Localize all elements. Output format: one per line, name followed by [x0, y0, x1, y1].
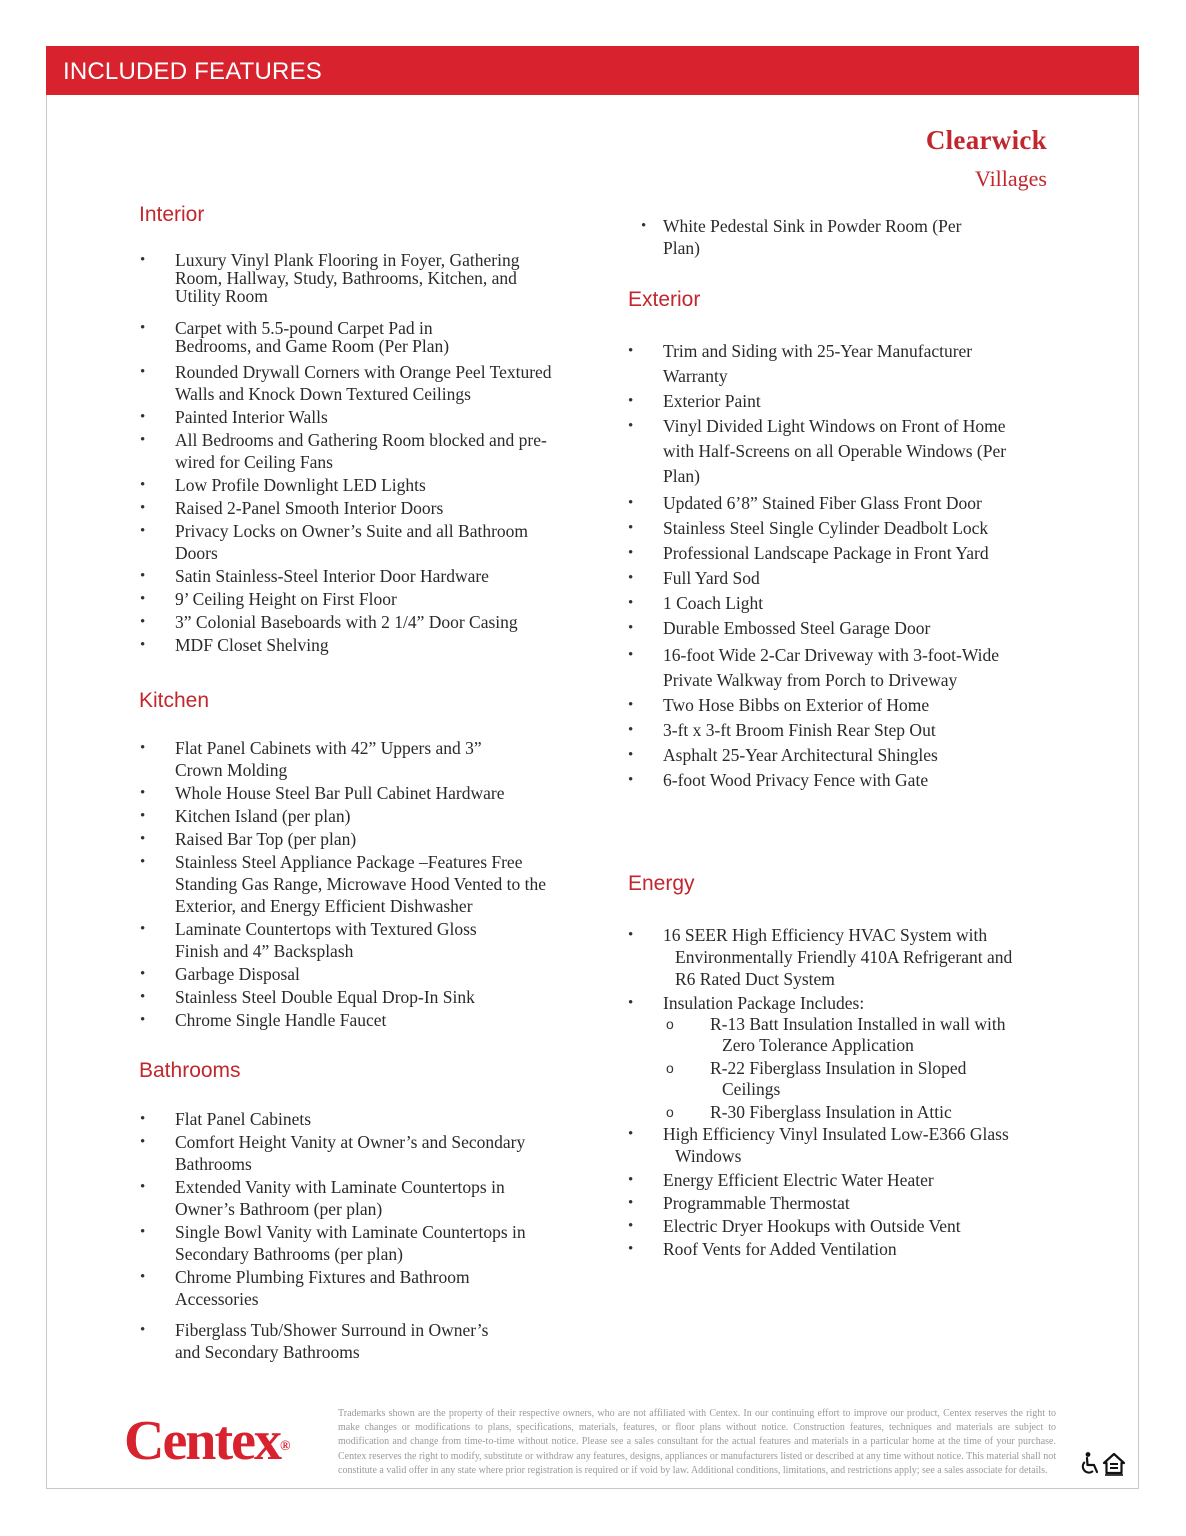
list-item: • Energy Efficient Electric Water Heater — [628, 1169, 1048, 1191]
list-item: • Garbage Disposal — [140, 963, 555, 985]
list-item: • White Pedestal Sink in Powder Room (Per Plan) — [641, 215, 993, 259]
list-item: • MDF Closet Shelving — [140, 634, 555, 656]
list-item: • Asphalt 25-Year Architectural Shingles — [628, 743, 1038, 768]
page-title: INCLUDED FEATURES — [63, 58, 322, 85]
powder-room-list — [641, 215, 1021, 259]
list-item: • Chrome Single Handle Faucet — [140, 1009, 555, 1031]
list-item: • 9’ Ceiling Height on First Floor — [140, 588, 555, 610]
exterior-list — [628, 339, 1038, 793]
list-item: • High Efficiency Vinyl Insulated Low-E366 Glass Windows — [628, 1123, 1028, 1167]
list-item: • Kitchen Island (per plan) — [140, 805, 555, 827]
list-item: • Electric Dryer Hookups with Outside Vent — [628, 1215, 1048, 1237]
interior-list — [140, 251, 555, 656]
list-item: • Flat Panel Cabinets — [140, 1108, 555, 1130]
list-item: • Stainless Steel Single Cylinder Deadbolt Lock — [628, 516, 1038, 541]
list-item: • Flat Panel Cabinets with 42” Uppers and 3” Crown Molding — [140, 737, 525, 781]
insulation-sublist — [628, 1014, 1028, 1123]
section-title-interior: Interior — [139, 203, 205, 226]
list-item: • Roof Vents for Added Ventilation — [628, 1238, 1048, 1260]
list-item: • 16 SEER High Efficiency HVAC System with Environmentally Friendly 410A Refrigerant and R6 Rated Duct System — [628, 924, 1023, 990]
list-item: • Raised Bar Top (per plan) — [140, 828, 555, 850]
list-item: • Two Hose Bibbs on Exterior of Home — [628, 693, 1038, 718]
section-title-kitchen: Kitchen — [139, 689, 210, 712]
list-item: • Comfort Height Vanity at Owner’s and Secondary Bathrooms — [140, 1131, 555, 1175]
community-name: Clearwick — [925, 125, 1047, 155]
list-item: • Privacy Locks on Owner’s Suite and all Bathroom Doors — [140, 520, 555, 564]
list-item: • 1 Coach Light — [628, 591, 1038, 616]
community-subtitle: Villages — [975, 166, 1047, 191]
list-item: • 3-ft x 3-ft Broom Finish Rear Step Out — [628, 718, 1038, 743]
bathrooms-list — [140, 1108, 555, 1363]
section-title-bathrooms: Bathrooms — [139, 1059, 241, 1082]
list-item: • Single Bowl Vanity with Laminate Countertops in Secondary Bathrooms (per plan) — [140, 1221, 555, 1265]
list-item: • Chrome Plumbing Fixtures and Bathroom Accessories — [140, 1266, 515, 1310]
list-item: • Stainless Steel Appliance Package –Features Free Standing Gas Range, Microwave Hood Vented to the Exterior, and Energy Efficient Dishwasher — [140, 851, 555, 917]
energy-list — [628, 924, 1048, 1260]
list-item: • Durable Embossed Steel Garage Door — [628, 616, 1038, 641]
list-item: • Fiberglass Tub/Shower Surround in Owner’s and Secondary Bathrooms — [140, 1319, 515, 1363]
sub-list-item: o R-30 Fiberglass Insulation in Attic — [628, 1102, 1028, 1123]
list-item: • Painted Interior Walls — [140, 406, 555, 428]
list-item: • Programmable Thermostat — [628, 1192, 1048, 1214]
list-item: • Vinyl Divided Light Windows on Front of Home with Half-Screens on all Operable Windows (Per Plan) — [628, 414, 1038, 489]
header-banner — [46, 46, 1139, 95]
list-item: • 3” Colonial Baseboards with 2 1/4” Door Casing — [140, 611, 555, 633]
list-item: • Carpet with 5.5-pound Carpet Pad in Bedrooms, and Game Room (Per Plan) — [140, 319, 475, 355]
accessibility-equal-housing-icons — [1079, 1451, 1127, 1482]
sub-list-item: o R-22 Fiberglass Insulation in Sloped Ceilings — [628, 1058, 992, 1100]
list-item: • Exterior Paint — [628, 389, 1038, 414]
list-item: • Low Profile Downlight LED Lights — [140, 474, 555, 496]
list-item: • Trim and Siding with 25-Year Manufacturer Warranty — [628, 339, 1023, 389]
list-item: • Insulation Package Includes: o R-13 Batt Insulation Installed in wall with Zero Tolerance Application o R-22 Fiberglass Insulation in Sloped Ceilings o R-30 Fiberglass Insulation in Attic — [628, 992, 1048, 1123]
list-item: • Satin Stainless-Steel Interior Door Hardware — [140, 565, 555, 587]
list-item: • Professional Landscape Package in Front Yard — [628, 541, 1038, 566]
centex-logo: Centex® — [124, 1410, 291, 1472]
list-item: • Luxury Vinyl Plank Flooring in Foyer, Gathering Room, Hallway, Study, Bathrooms, Kitchen, and Utility Room — [140, 251, 555, 305]
section-title-energy: Energy — [628, 872, 695, 895]
accessibility-icon — [1079, 1451, 1127, 1477]
list-item: • Stainless Steel Double Equal Drop-In Sink — [140, 986, 555, 1008]
list-item: • Extended Vanity with Laminate Countertops in Owner’s Bathroom (per plan) — [140, 1176, 555, 1220]
kitchen-list — [140, 737, 555, 1031]
list-item: • Updated 6’8” Stained Fiber Glass Front Door — [628, 491, 1038, 516]
list-item: • Whole House Steel Bar Pull Cabinet Hardware — [140, 782, 555, 804]
list-item: • Raised 2-Panel Smooth Interior Doors — [140, 497, 555, 519]
list-item: • Full Yard Sod — [628, 566, 1038, 591]
sub-list-item: o R-13 Batt Insulation Installed in wall with Zero Tolerance Application — [628, 1014, 1022, 1056]
list-item: • All Bedrooms and Gathering Room blocked and pre-wired for Ceiling Fans — [140, 429, 555, 473]
list-item: • 6-foot Wood Privacy Fence with Gate — [628, 768, 1038, 793]
section-title-exterior: Exterior — [628, 288, 701, 311]
legal-disclaimer: Trademarks shown are the property of their respective owners, who are not affiliated with Centex. In our continuing effort to improve our product, Centex reserves the right to make changes or modifications to plans, specifications, materials, features, or floor plans without notice. Construction features, techniques and materials are subject to modification and change from time-to-time without notice. Please see a sales consultant for the actual features and materials in a particular home at the time of your purchase. Centex reserves the right to modify, substitute or withdraw any features, designs, appliances or manufacturers listed or described at any time without notice. This material shall not constitute a valid offer in any state where prior registration is required or if void by law. Additional conditions, limitations, and restrictions apply; see a sales associate for details. — [338, 1408, 1056, 1476]
list-item: • Laminate Countertops with Textured Gloss Finish and 4” Backsplash — [140, 918, 520, 962]
list-item: • Rounded Drywall Corners with Orange Peel Textured Walls and Knock Down Textured Ceilings — [140, 361, 555, 405]
equal-housing-icon — [1104, 1454, 1124, 1476]
list-item: • 16-foot Wide 2-Car Driveway with 3-foot-Wide Private Walkway from Porch to Driveway — [628, 643, 1038, 693]
